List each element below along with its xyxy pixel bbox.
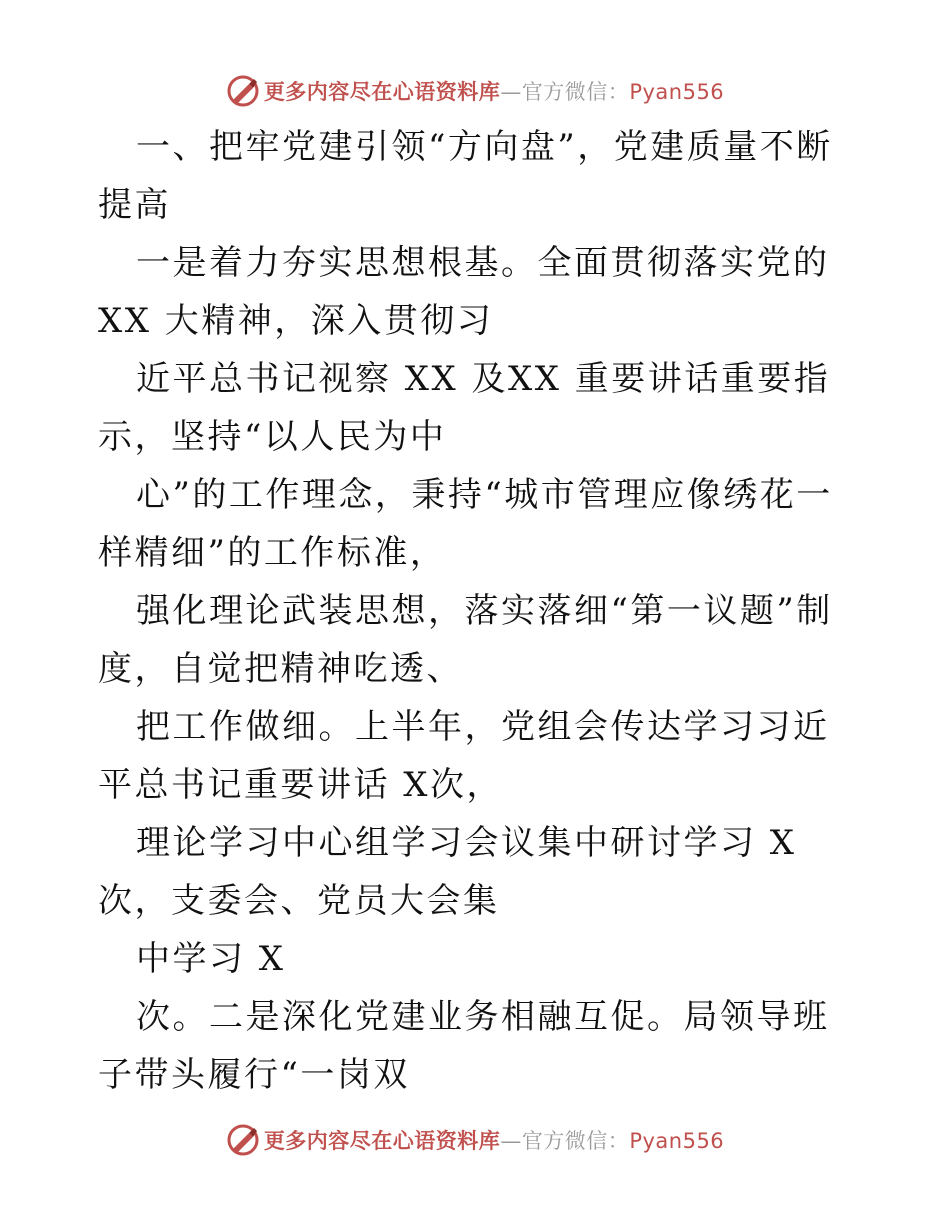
header-banner: [0, 71, 950, 111]
paragraph-7: 理论学习中心组学习会议集中研讨学习 X次，支委会、党员大会集: [98, 823, 797, 921]
header-text: [264, 76, 724, 106]
paragraph-4: 心”的工作理念，秉持“城市管理应像绣花一样精细”的工作标准，: [98, 475, 833, 573]
footer-main-text: 更多内容尽在心语资料库: [263, 1129, 501, 1153]
paragraph-1: 一、把牢党建引领“方向盘”，党建质量不断提高: [98, 127, 833, 225]
pen-logo-icon: [226, 74, 260, 108]
paragraph-5: 强化理论武装思想，落实落细“第一议题”制度，自觉把精神吃透、: [98, 591, 833, 689]
footer-text: [264, 1125, 724, 1155]
header-wechat-label: 官方微信：: [521, 80, 630, 104]
footer-wechat-id: Pyan556: [629, 1129, 725, 1153]
paragraph-8: 中学习 X: [136, 939, 286, 979]
header-wechat-id: Pyan556: [629, 80, 725, 104]
header-main-text: 更多内容尽在心语资料库: [263, 80, 501, 104]
paragraph-3: 近平总书记视察 XX 及XX 重要讲话重要指示，坚持“以人民为中: [98, 359, 831, 457]
paragraph-9: 次。二是深化党建业务相融互促。局领导班子带头履行“一岗双: [98, 997, 830, 1095]
paragraph-6: 把工作做细。上半年，党组会传达学习习近平总书记重要讲话 X次，: [98, 707, 830, 805]
footer-wechat-label: 官方微信：: [521, 1129, 630, 1153]
paragraph-2: 一是着力夯实思想根基。全面贯彻落实党的 XX 大精神，深入贯彻习: [98, 243, 843, 341]
pen-logo-icon: [226, 1123, 260, 1157]
footer-banner: [0, 1120, 950, 1160]
footer-dash: —: [500, 1129, 522, 1153]
header-dash: —: [500, 80, 522, 104]
document-body: [98, 118, 858, 1104]
